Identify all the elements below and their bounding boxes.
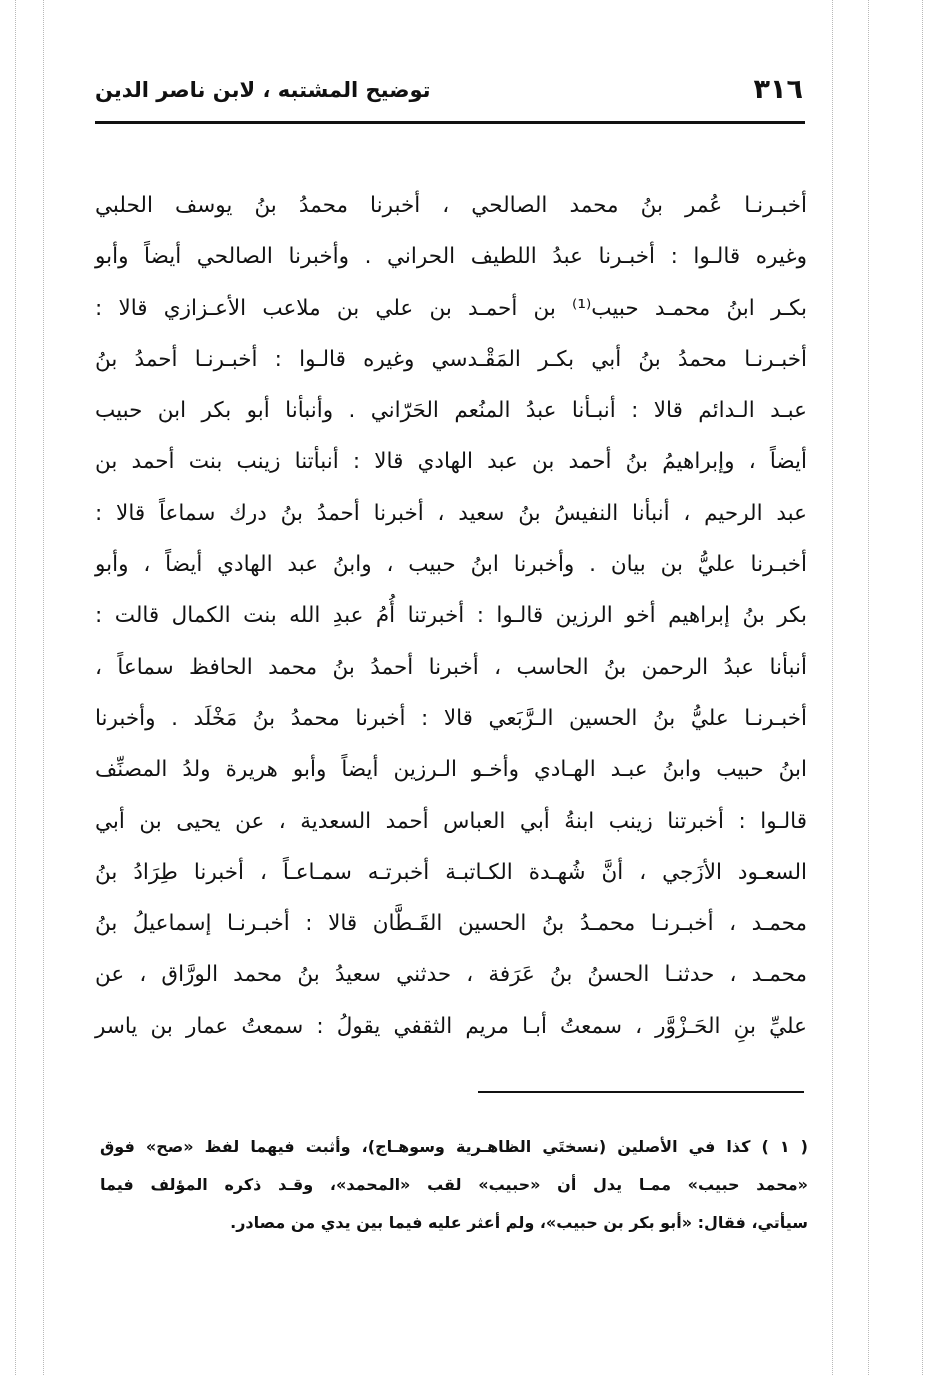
scan-guide-line	[43, 0, 44, 1375]
text-line: بكـر ابنُ محمـد حبيب⁽¹⁾ بن أحمـد بن علي بن ملاعب الأعـزازي قالا :	[95, 295, 807, 321]
scan-guide-line	[868, 0, 869, 1375]
text-line: أخبـرنـا عليُّ بنُ الحسين الـرَّبَعي قالا : أخبرنا محمدُ بنُ مَخْلَد . وأخبرنا	[95, 705, 807, 731]
text-line: أنبأنا عبدُ الرحمن بنُ الحاسب ، أخبرنا أحمدُ بنُ محمد الحافظ سماعاً ،	[95, 654, 807, 680]
footnote-line: «محمد حبيب» ممـا يدل أن «حبيب» لقب «المحمد»، وقـد ذكره المؤلف فيما	[100, 1175, 808, 1194]
main-text	[95, 180, 807, 1052]
footnote-line: ( ١ ) كذا في الأصلين (نسختَي الظاهـرية وسوهـاج)، وأثبت فيهما لفظ «صح» فوق	[100, 1137, 808, 1156]
text-line: أخبـرنا عليُّ بن بيان . وأخبرنا ابنُ حبيب ، وابنُ عبد الهادي أيضاً ، وأبو	[95, 552, 807, 578]
scan-guide-line	[15, 0, 16, 1375]
text-line: قالـوا : أخبرتنا زينب ابنةُ أبي العباس أحمد السعدية ، عن يحيى بن أبي	[95, 808, 807, 834]
text-line: أيضاً ، وإبراهيمُ بنُ أحمد بن عبد الهادي قالا : أنبأتنا زينب بنت أحمد بن	[95, 449, 807, 475]
scan-guide-line	[922, 0, 923, 1375]
text-line: وغيره قالـوا : أخبـرنا عبدُ اللطيف الحراني . وأخبرنا الصالحي أيضاً وأبو	[95, 244, 807, 270]
running-title: توضيح المشتبه ، لابن ناصر الدين	[95, 78, 431, 102]
footnotes	[100, 1128, 808, 1242]
footnote-separator	[478, 1091, 804, 1093]
text-line: ابنُ حبيب وابنُ عبـد الهـادي وأخـو الـرزين أيضاً وأبو هريرة ولدُ المصنِّف	[95, 757, 807, 783]
text-line: عليِّ بنِ الحَـزْوَّر ، سمعتُ أبـا مريم الثقفي يقولُ : سمعتُ عمار بن ياسر	[95, 1013, 807, 1039]
text-line: بكر بنُ إبراهيم أخو الرزين قالـوا : أخبرتنا أُمُ عبدِ الله بنت الكمال قالت :	[95, 603, 807, 629]
header-rule	[95, 121, 805, 124]
footnote-line: سيأتي، فقال: «أبو بكر بن حبيب»، ولم أعثر عليه فيما بين يدي من مصادر.	[230, 1213, 808, 1232]
text-line: عبد الرحيم ، أنبأنا النفيسُ بنُ سعيد ، أخبرنا أحمدُ بنُ درك سماعاً قالا :	[95, 500, 807, 526]
text-line: محمـد ، حدثنـا الحسنُ بنُ عَرَفة ، حدثني سعيدُ بنُ محمد الورَّاق ، عن	[95, 962, 807, 988]
scan-guide-line	[832, 0, 833, 1375]
text-line: أخبـرنـا محمدُ بنُ أبي بكـر المَقْـدسي وغيره قالـوا : أخبـرنـا أحمدُ بنُ	[95, 346, 807, 372]
text-line: السعـود الأزَجي ، أنَّ شُهـدة الكـاتبـة أخبرتـه سمـاعـاً ، أخبرنا طِرَادُ بنُ	[95, 859, 807, 885]
page-header	[95, 72, 803, 116]
text-line: محمـد ، أخبـرنـا محمـدُ بنُ الحسين القَـطَّان قالا : أخبـرنـا إسماعيلُ بنُ	[95, 911, 807, 937]
text-line: عبـد الـدائم قالا : أنبـأنا عبدُ المنُعم الحَرّاني . وأنبأنا أبو بكر ابن حبيب	[95, 398, 807, 424]
page-number: ٣١٦	[753, 74, 803, 105]
text-line: أخبـرنـا عُمر بنُ محمد الصالحي ، أخبرنا محمدُ بنُ يوسف الحلبي	[95, 193, 807, 218]
